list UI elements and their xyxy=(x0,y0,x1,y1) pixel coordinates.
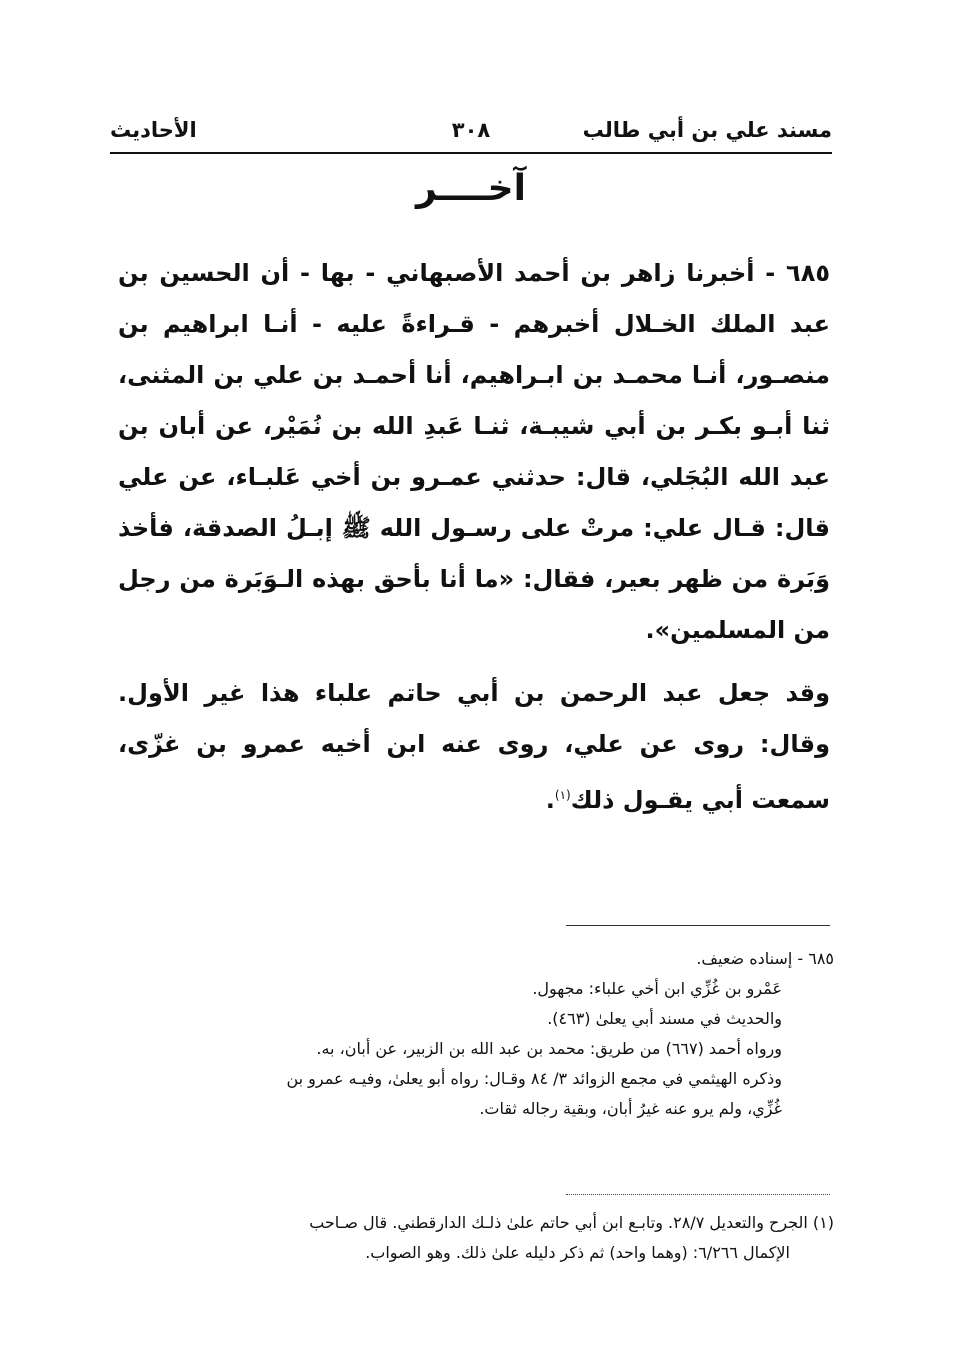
hadith-number: ٦٨٥ - xyxy=(765,259,830,287)
note-line: ٦٨٥ - إسناده ضعيف. xyxy=(696,949,834,968)
footnote-line: (١) الجرح والتعديل ٢٨/٧. وتابـع ابن أبي حاتم علىٰ ذلـك الدارقطني. قال صـاحب xyxy=(309,1213,834,1232)
note-line: والحديث في مسند أبي يعلىٰ (٤٦٣). xyxy=(547,1009,782,1028)
comment-text: وقد جعل عبد الرحمن بن أبي حاتم علباء هذا غير الأول. وقال: روى عن علي، روى عنه ابن أخيه عمرو بن غزّى، سمعت أبي يقـول ذلك xyxy=(118,679,830,814)
hadith-text: أخبرنا زاهر بن أحمد الأصبهاني - بها - أن الحسين بن عبد الملك الخـلال أخبرهم - قـراءةً عليه - أنـا ابراهيم بن منصـور، أنـا محمـد بن ابـراهيم، أنا أحمـد بن علي بن المثنى، ثنا أبـو بكـر بن أبي شيبـة، ثنـا عَبدِ الله بن نُمَيْر، عن أبان بن عبد الله البُجَلي، قال: حدثني عمـرو بن أخي عَلبـاء، عن علي قال: قـال علي: مرتْ على رسـول الله ﷺ إبـلُ الصدقة، فأخذ وَبَرة من ظهر بعير، فقال: «ما أنا بأحق بهذه الـوَبَرة من رجل من المسلمين». xyxy=(118,259,830,644)
note-line: ورواه أحمد (٦٦٧) من طريق: محمد بن عبد الله بن الزبير، عن أبان، به. xyxy=(316,1039,782,1058)
book-title: مسند علي بن أبي طالب xyxy=(582,118,832,142)
comment-end: . xyxy=(545,786,555,814)
running-header xyxy=(110,112,832,152)
note-line: وذكره الهيثمي في مجمع الزوائد ٣/ ٨٤ وقـال: رواه أبو يعلىٰ، وفيـه عمرو بن xyxy=(286,1069,782,1088)
footnote-line: الإكمال ٦/٢٦٦: (وهما واحد) ثم ذكر دليله علىٰ ذلك. وهو الصواب. xyxy=(365,1243,790,1262)
note-line: عَمْرو بن غُزِّي ابن أخي علباء: مجهول. xyxy=(532,979,782,998)
header-rule xyxy=(110,152,832,154)
comment-paragraph xyxy=(118,668,830,826)
commentary-notes xyxy=(118,944,834,1124)
note-line: غُزِّي، ولم يرو عنه غيرُ أبان، وبقية رجاله ثقات. xyxy=(479,1099,782,1118)
footnote-separator xyxy=(566,1194,830,1195)
hadith-paragraph xyxy=(118,248,830,656)
footnote-reference: (١) xyxy=(554,788,571,802)
section-title: آخــــر xyxy=(416,168,526,209)
chapter-title: الأحاديث xyxy=(110,118,197,142)
footnote xyxy=(118,1208,834,1268)
notes-separator xyxy=(566,925,830,926)
page-number: ٣٠٨ xyxy=(451,118,491,142)
main-text xyxy=(118,248,830,826)
